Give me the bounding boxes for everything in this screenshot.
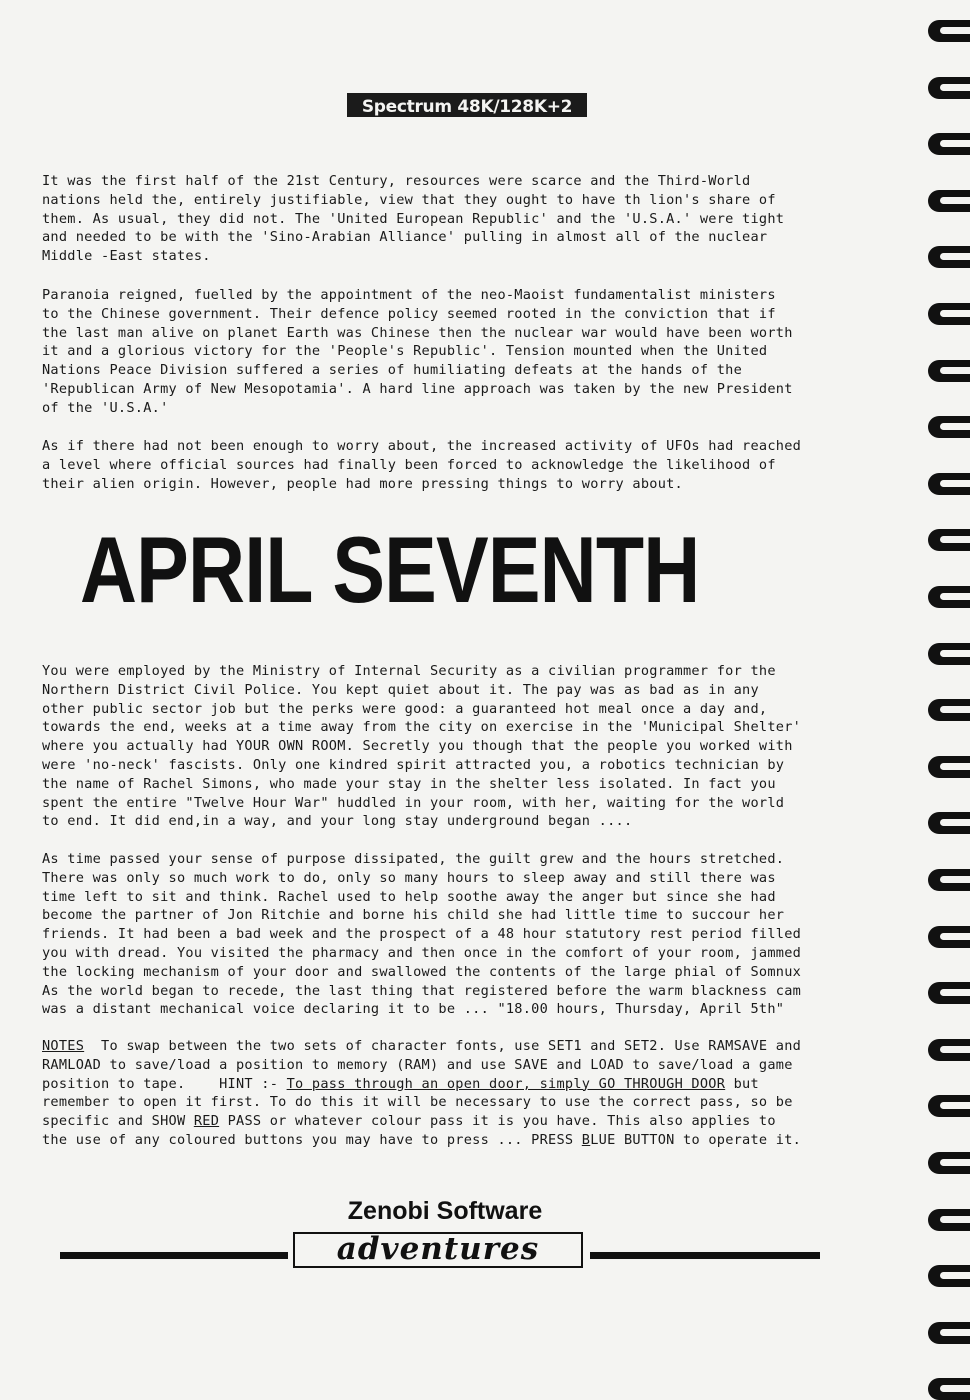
- intro-paragraph-3: As if there had not been enough to worry about, the increased activity of UFOs had reached a level where official sources had finally been forced to acknowledge the likelihood of their alien origin. However, people had more pressing things to worry about.: [42, 438, 802, 492]
- notes-text-2: but remember to open it first. To do this it will be necessary to use the correct pass, so be specific and SHOW: [42, 1075, 793, 1130]
- spiral-binding-ring-icon: [928, 1039, 970, 1061]
- spiral-binding-ring-icon: [928, 20, 970, 42]
- spiral-binding-ring-icon: [928, 303, 970, 325]
- publisher-name: Zenobi Software: [347, 1197, 543, 1225]
- spiral-binding-ring-icon: [928, 1378, 970, 1400]
- spiral-binding-ring-icon: [928, 926, 970, 948]
- spiral-binding-ring-icon: [928, 416, 970, 438]
- spiral-binding-ring-icon: [928, 246, 970, 268]
- game-title: APRIL SEVENTH: [80, 517, 700, 622]
- hint-text: To pass through an open door, simply GO THROUGH DOOR: [286, 1075, 726, 1092]
- spiral-binding-ring-icon: [928, 643, 970, 665]
- spiral-binding-ring-icon: [928, 133, 970, 155]
- spiral-binding-ring-icon: [928, 1152, 970, 1174]
- spiral-binding-ring-icon: [928, 1265, 970, 1287]
- adventures-logo: adventures: [293, 1232, 583, 1268]
- spiral-binding-ring-icon: [928, 982, 970, 1004]
- spiral-binding-ring-icon: [928, 1322, 970, 1344]
- intro-paragraph-2: Paranoia reigned, fuelled by the appointment of the neo-Maoist fundamentalist ministers to the Chinese government. Their defence policy seemed rooted in the conviction that if the last man alive on planet Earth was Chinese then the nuclear war would have been worth it and a glorious victory for the 'People's Republic'. Tension mounted when the United Nations Peace Division suffered a series of humiliating defeats at the hands of the 'Republican Army of New Mesopotamia'. A hard line approach was taken by the new President of the 'U.S.A.': [42, 287, 793, 416]
- spiral-binding-ring-icon: [928, 756, 970, 778]
- blue-underlined-b: B: [581, 1131, 591, 1148]
- logo-rule-right: [590, 1252, 820, 1259]
- spiral-binding-ring-icon: [928, 1095, 970, 1117]
- story-paragraph-2: As time passed your sense of purpose dissipated, the guilt grew and the hours stretched. There was only so much work to do, only so many hours to sleep away and still there was time left to sit and think. Rachel used to help soothe away the anger but since she had become the partner of Jon Ritchie and borne his child she had little time to succour her friends. It had been a bad week and the prospect of a 48 hour statutory rest period filled you with dread. You visited the pharmacy and then once in the comfort of your room, jammed the locking mechanism of your door and swallowed the contents of the large phial of Somnux As the world began to recede, the last thing that registered before the warm blackness cam was a distant mechanical voice declaring it to be ... "18.00 hours, Thursday, April 5th": [42, 851, 802, 1018]
- logo-rule-left: [60, 1252, 288, 1259]
- intro-paragraph-1: It was the first half of the 21st Century, resources were scarce and the Third-World nations held the, entirely justifiable, view that they ought to have th lion's share of them. As usual, they did not. The 'United European Republic' and the 'U.S.A.' were tight and needed to be with the 'Sino-Arabian Alliance' pulling in almost all of the nuclear Middle -East states.: [42, 173, 785, 265]
- notes-text-4: BUTTON to operate it.: [615, 1131, 802, 1148]
- notes-label: NOTES: [42, 1038, 85, 1054]
- spiral-binding-ring-icon: [928, 812, 970, 834]
- story-paragraph-1: You were employed by the Ministry of Internal Security as a civilian programmer for the Northern District Civil Police. You kept quiet about it. The pay was as bad as in any other public sector job but the perks were good: a guaranteed hot meal once a day and, towards the end, weeks at a time away from the city on exercise in the 'Municipal Shelter' where you actually had YOUR OWN ROOM. Secretly you though that the people you worked with were 'no-neck' fascists. Only one kindred spirit attracted you, a robotics technician by the name of Rachel Simons, who made your stay in the shelter less isolated. In fact you spent the entire "Twelve Hour War" huddled in your room, with her, waiting for the world to end. It did end,in a way, and your long stay underground began ....: [42, 663, 802, 830]
- notes-section: [42, 1037, 894, 1150]
- platform-badge: Spectrum 48K/128K+2: [347, 93, 587, 117]
- notes-text-3: PASS or whatever colour pass it is you have. This also applies to the use of any coloured buttons you may have to press ... PRESS: [42, 1113, 776, 1148]
- notes-text-1: To swap between the two sets of character fonts, use SET1 and SET2. Use RAMSAVE and RAMLOAD to save/load a position to memory (RAM) and use SAVE and LOAD to save/load a game position to tape. HINT :-: [42, 1038, 802, 1092]
- spiral-binding-ring-icon: [928, 586, 970, 608]
- spiral-binding-ring-icon: [928, 360, 970, 382]
- spiral-binding-ring-icon: [928, 869, 970, 891]
- spiral-binding-ring-icon: [928, 190, 970, 212]
- spiral-binding-ring-icon: [928, 529, 970, 551]
- red-underlined: RED: [193, 1113, 220, 1130]
- blue-rest: LUE: [590, 1131, 616, 1148]
- spiral-binding-ring-icon: [928, 77, 970, 99]
- spiral-binding-ring-icon: [928, 1209, 970, 1231]
- spiral-binding-ring-icon: [928, 473, 970, 495]
- spiral-binding-ring-icon: [928, 699, 970, 721]
